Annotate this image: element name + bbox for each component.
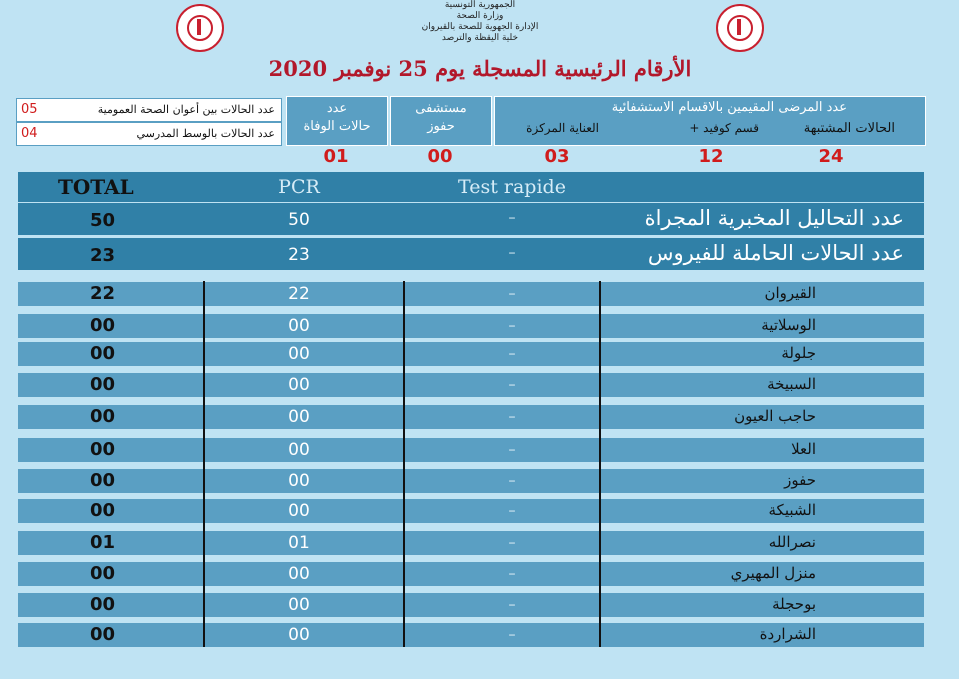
- region-total: 00: [90, 470, 116, 491]
- suspect-label: الحالات المشتبهة: [803, 121, 895, 136]
- header-line: الإدارة الجهوية للصحة بالقيروان: [421, 22, 539, 32]
- region-rapid: –: [508, 473, 516, 489]
- region-total: 22: [90, 283, 116, 304]
- region-pcr: 00: [288, 595, 310, 615]
- region-total: 00: [90, 594, 116, 615]
- column-total-header: TOTAL: [58, 175, 134, 199]
- deaths-label: عدد: [326, 101, 348, 116]
- region-name: نصرالله: [768, 533, 816, 551]
- region-row: [18, 405, 924, 429]
- region-row: [18, 282, 924, 306]
- region-row: [18, 499, 924, 523]
- region-row: [18, 314, 924, 338]
- region-name: حاجب العيون: [734, 407, 816, 425]
- region-total: 00: [90, 439, 116, 460]
- deaths-value: 01: [323, 146, 349, 167]
- region-pcr: 00: [288, 564, 310, 584]
- header-line: خلية اليقظة والترصد: [441, 33, 519, 43]
- region-pcr: 00: [288, 625, 310, 645]
- region-row: [18, 373, 924, 397]
- region-rapid: –: [508, 535, 516, 551]
- region-name: منزل المهيري: [730, 564, 816, 582]
- region-name: العلا: [791, 440, 816, 458]
- region-rapid: –: [508, 377, 516, 393]
- region-name: جلولة: [781, 344, 816, 362]
- column-pcr-header: PCR: [278, 176, 320, 198]
- summary-rapid: –: [508, 210, 516, 226]
- column-rapid-header: Test rapide: [458, 176, 566, 198]
- region-name: القيروان: [764, 284, 816, 302]
- region-rapid: –: [508, 286, 516, 302]
- region-rapid: –: [508, 503, 516, 519]
- region-row: [18, 623, 924, 647]
- region-pcr: 22: [288, 284, 310, 304]
- region-row: [18, 438, 924, 462]
- region-rapid: –: [508, 318, 516, 334]
- suspect-value: 24: [818, 146, 844, 167]
- staff-cases-label: عدد الحالات بين أعوان الصحة العمومية: [97, 103, 275, 116]
- region-pcr: 00: [288, 440, 310, 460]
- region-total: 00: [90, 406, 116, 427]
- region-row: [18, 562, 924, 586]
- region-total: 00: [90, 343, 116, 364]
- covid-ward-value: 12: [698, 146, 724, 167]
- region-row: [18, 593, 924, 617]
- header-line: وزارة الصحة: [456, 11, 504, 21]
- summary-pcr: 50: [288, 210, 310, 230]
- region-rapid: –: [508, 597, 516, 613]
- region-name: حفوز: [784, 471, 816, 489]
- region-name: الشراردة: [759, 625, 816, 643]
- region-total: 00: [90, 624, 116, 645]
- summary-total: 50: [90, 210, 116, 231]
- region-rapid: –: [508, 346, 516, 362]
- haffouz-label: حفوز: [427, 119, 455, 134]
- region-pcr: 00: [288, 501, 310, 521]
- header-line: الجمهورية التونسية: [444, 0, 516, 10]
- region-name: الشبيكة: [768, 501, 816, 519]
- summary-name: عدد الحالات الحاملة للفيروس: [647, 241, 904, 265]
- region-rapid: –: [508, 566, 516, 582]
- region-total: 00: [90, 315, 116, 336]
- region-row: [18, 342, 924, 366]
- region-pcr: 00: [288, 407, 310, 427]
- school-cases-label: عدد الحالات بالوسط المدرسي: [136, 127, 275, 140]
- deaths-label: حالات الوفاة: [303, 119, 371, 134]
- region-pcr: 00: [288, 344, 310, 364]
- region-total: 00: [90, 500, 116, 521]
- region-rapid: –: [508, 442, 516, 458]
- region-rapid: –: [508, 627, 516, 643]
- region-total: 00: [90, 563, 116, 584]
- summary-rapid: –: [508, 245, 516, 261]
- region-name: السبيخة: [767, 375, 816, 393]
- school-cases-value: 04: [21, 126, 38, 141]
- region-total: 00: [90, 374, 116, 395]
- icu-label: العناية المركزة: [526, 121, 599, 135]
- haffouz-value: 00: [427, 146, 453, 167]
- region-rapid: –: [508, 409, 516, 425]
- region-row: [18, 469, 924, 493]
- region-pcr: 01: [288, 533, 310, 553]
- summary-name: عدد التحاليل المخبرية المجراة: [644, 206, 904, 230]
- summary-total: 23: [90, 245, 116, 266]
- region-name: بوحجلة: [772, 595, 816, 613]
- summary-pcr: 23: [288, 245, 310, 265]
- icu-value: 03: [544, 146, 570, 167]
- page-title: الأرقام الرئيسية المسجلة يوم 25 نوفمبر 2020: [268, 56, 692, 81]
- region-pcr: 00: [288, 471, 310, 491]
- staff-cases-value: 05: [21, 102, 38, 117]
- column-separator: [599, 281, 601, 647]
- hospitalized-title: عدد المرضى المقيمين بالاقسام الاستشفائية: [611, 100, 847, 115]
- region-total: 01: [90, 532, 116, 553]
- column-separator: [403, 281, 405, 647]
- covid-ward-label: قسم كوفيد +: [689, 121, 759, 135]
- haffouz-label: مستشفى: [415, 101, 467, 116]
- column-separator: [203, 281, 205, 647]
- region-pcr: 00: [288, 316, 310, 336]
- region-row: [18, 531, 924, 555]
- region-pcr: 00: [288, 375, 310, 395]
- region-name: الوسلاتية: [761, 316, 816, 334]
